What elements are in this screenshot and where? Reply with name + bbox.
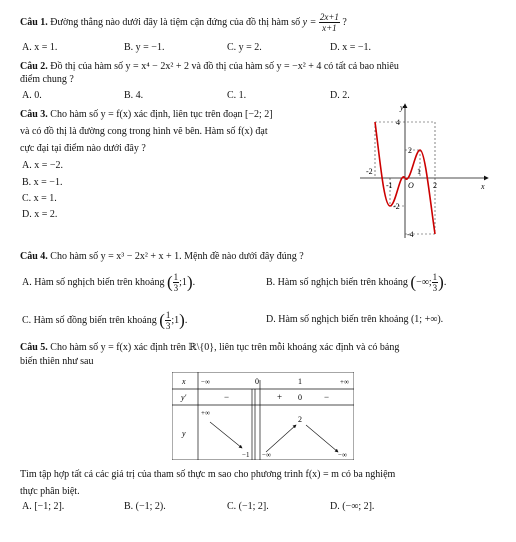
q5-stem bbox=[20, 342, 399, 354]
q5-question-line1: Tìm tập hợp tất cả các giá trị của tham số thực m sao cho phương trình f(x) = m có ba nghiệm bbox=[20, 469, 396, 480]
q5-variation-table bbox=[172, 372, 354, 460]
y-val-neg-inf-1: −∞ bbox=[262, 451, 271, 459]
q1-option-d: D. x = −1. bbox=[330, 42, 372, 53]
q4-option-c: C. Hàm số đồng biến trên khoảng ( $\frac{1}{3}$ ;1). bbox=[22, 310, 188, 331]
q3-line2: và có đồ thị là đường cong trong hình vẽ bên. Hàm số f(x) đạt bbox=[20, 126, 268, 137]
x-val-1: 1 bbox=[298, 377, 302, 386]
y-val-neg1: −1 bbox=[242, 451, 250, 459]
q1-option-c: C. y = 2. bbox=[227, 42, 262, 53]
y-val-pos-inf: +∞ bbox=[201, 409, 210, 417]
yp-zero: 0 bbox=[298, 393, 302, 402]
q1-fraction bbox=[319, 12, 340, 33]
q4-option-d: D. Hàm số nghịch biến trên khoảng (1; +∞). bbox=[266, 314, 444, 325]
tick-y-neg4: -4 bbox=[407, 230, 414, 239]
q3-option-a: A. x = −2. bbox=[22, 160, 64, 171]
q1-frac-num: 2x+1 bbox=[319, 12, 339, 22]
q4-option-a: A. Hàm số nghịch biến trên khoảng ( $\frac{1}{3}$ ;1). bbox=[22, 272, 196, 293]
q2-option-d: D. 2. bbox=[330, 90, 350, 101]
q3-option-c: C. x = 1. bbox=[22, 193, 57, 204]
tick-x-2: 2 bbox=[433, 181, 437, 190]
y-val-2: 2 bbox=[298, 415, 302, 424]
row-x-label: x bbox=[182, 377, 186, 386]
q2-line1: Đồ thị của hàm số y = x⁴ − 2x² + 2 và đồ thị của hàm số y = −x² + 4 có tất cả bao nhiêu bbox=[50, 61, 399, 72]
q4-b-lead: −∞; bbox=[416, 276, 432, 288]
tick-y-4: 4 bbox=[396, 118, 400, 127]
q5-option-d: D. (−∞; 2]. bbox=[330, 501, 375, 512]
axis-y-label: y bbox=[400, 103, 404, 112]
q1-func: y = bbox=[302, 16, 317, 28]
q3-line3: cực đại tại điểm nào dưới đây ? bbox=[20, 143, 146, 154]
q4-option-b-text: B. Hàm số nghịch biến trên khoảng bbox=[266, 276, 408, 288]
q5-question-line2: thực phân biệt. bbox=[20, 486, 80, 497]
q1-option-a: A. x = 1. bbox=[22, 42, 58, 53]
q4-stem bbox=[20, 251, 304, 263]
q2-option-a: A. 0. bbox=[22, 90, 42, 101]
q2-line2: điểm chung ? bbox=[20, 74, 74, 85]
q3-line1: Cho hàm số y = f(x) xác định, liên tục trên đoạn [−2; 2] bbox=[50, 109, 273, 120]
tick-x-neg1: -1 bbox=[386, 181, 393, 190]
q2-option-c: C. 1. bbox=[227, 90, 247, 101]
q2-option-b: B. 4. bbox=[124, 90, 144, 101]
q3-label: Câu 3. bbox=[20, 109, 48, 120]
x-val-0: 0 bbox=[255, 377, 259, 386]
origin-label: O bbox=[408, 181, 414, 190]
tick-x-neg2: -2 bbox=[366, 167, 373, 176]
axis-x-label: x bbox=[481, 182, 485, 191]
q4-option-c-text: C. Hàm số đồng biến trên khoảng bbox=[22, 314, 157, 326]
q4-c-num: 1 bbox=[165, 310, 171, 320]
q3-function-graph bbox=[360, 100, 490, 240]
q4-label: Câu 4. bbox=[20, 251, 48, 262]
tick-y-neg2: -2 bbox=[393, 202, 400, 211]
q5-option-b: B. (−1; 2). bbox=[124, 501, 166, 512]
q1-text: Đường thẳng nào dưới đây là tiệm cận đứng của đồ thị hàm số bbox=[50, 16, 301, 28]
q4-a-post: ;1 bbox=[179, 276, 187, 288]
tick-y-2: 2 bbox=[408, 146, 412, 155]
q4-c-den: 3 bbox=[165, 321, 171, 331]
yp-sign-3: − bbox=[324, 392, 330, 402]
q4-a-den: 3 bbox=[173, 283, 179, 293]
q4-option-a-text: A. Hàm số nghịch biến trên khoảng bbox=[22, 276, 165, 288]
q3-option-b: B. x = −1. bbox=[22, 177, 63, 188]
q3-stem bbox=[20, 109, 273, 121]
q5-line2: biến thiên như sau bbox=[20, 356, 94, 367]
y-val-neg-inf-2: −∞ bbox=[338, 451, 347, 459]
q5-option-a: A. [−1; 2]. bbox=[22, 501, 65, 512]
q1-option-b: B. y = −1. bbox=[124, 42, 165, 53]
q4-c-post: ;1 bbox=[171, 314, 180, 326]
row-yprime-label: y' bbox=[181, 393, 187, 402]
x-val-neg-inf: −∞ bbox=[201, 378, 210, 386]
q4-b-den: 3 bbox=[432, 283, 438, 293]
q2-label: Câu 2. bbox=[20, 61, 48, 72]
row-y-label: y bbox=[182, 429, 186, 438]
q3-option-d: D. x = 2. bbox=[22, 209, 58, 220]
q4-option-b: B. Hàm số nghịch biến trên khoảng (−∞; $\frac{1}{3}$ ). bbox=[266, 272, 447, 293]
q1-label: Câu 1. bbox=[20, 16, 48, 28]
q5-option-c: C. (−1; 2]. bbox=[227, 501, 269, 512]
q4-a-num: 1 bbox=[173, 272, 179, 282]
q4-b-num: 1 bbox=[432, 272, 438, 282]
q2-stem bbox=[20, 61, 399, 73]
q4-text: Cho hàm số y = x³ − 2x² + x + 1. Mệnh đề nào dưới đây đúng ? bbox=[50, 251, 304, 262]
q1-qmark: ? bbox=[342, 16, 347, 28]
yp-sign-2: + bbox=[277, 392, 283, 402]
q1-stem bbox=[20, 12, 347, 33]
q5-label: Câu 5. bbox=[20, 342, 48, 353]
yp-sign-1: − bbox=[224, 392, 230, 402]
q1-frac-den: x+1 bbox=[322, 23, 337, 33]
x-val-pos-inf: +∞ bbox=[340, 378, 349, 386]
tick-x-1: 1 bbox=[417, 167, 421, 176]
q5-line1: Cho hàm số y = f(x) xác định trên ℝ\{0}, liên tục trên mỗi khoảng xác định và có bảng bbox=[50, 342, 400, 353]
